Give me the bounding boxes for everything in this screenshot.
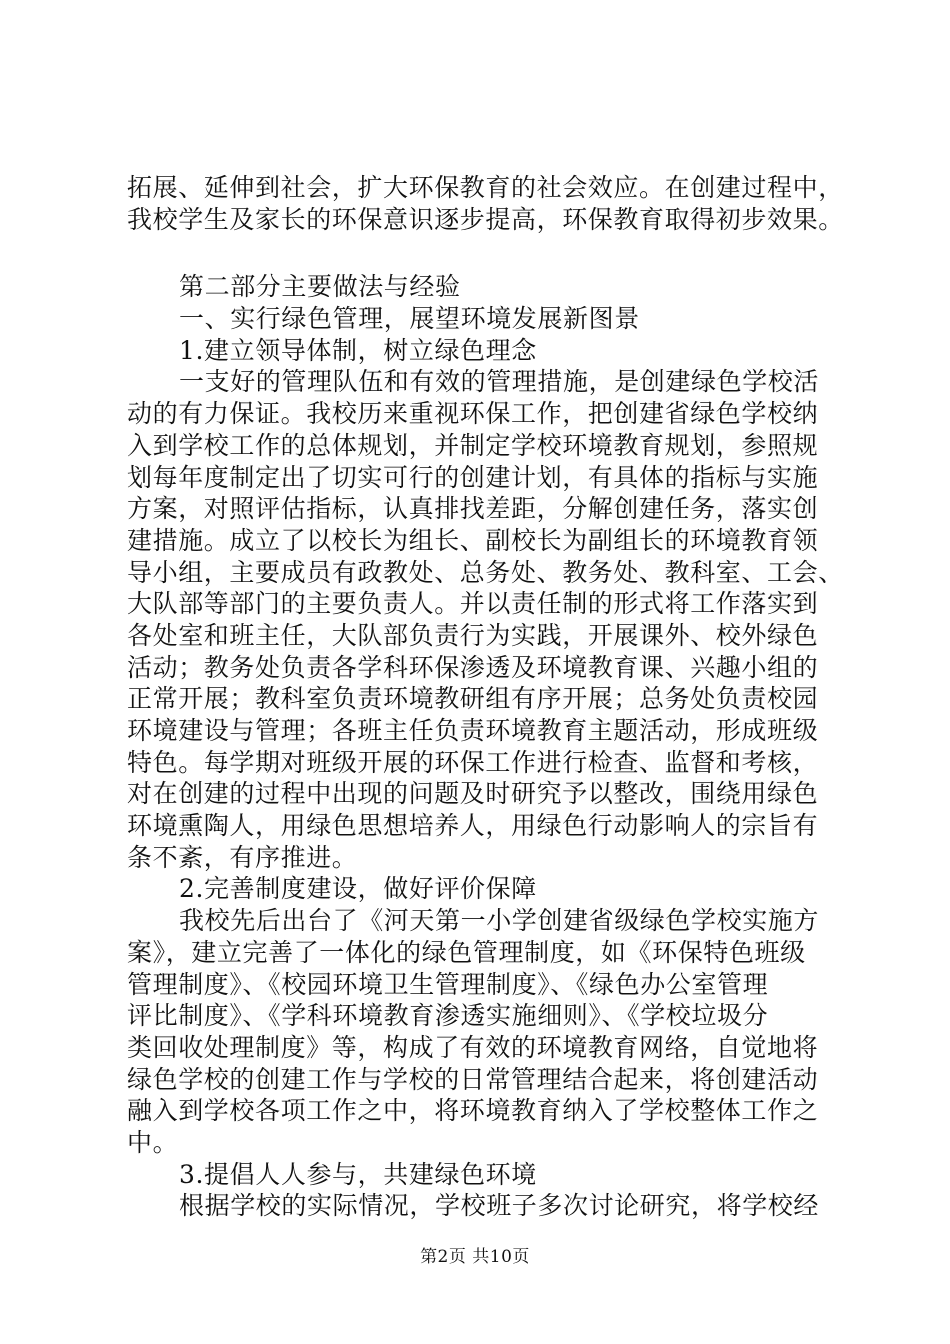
text-line: 绿色学校的创建工作与学校的日常管理结合起来，将创建活动 (127, 1064, 819, 1094)
text-line: 融入到学校各项工作之中，将环境教育纳入了学校整体工作之 (127, 1096, 819, 1126)
text-line: 特色。每学期对班级开展的环保工作进行检查、监督和考核， (127, 747, 819, 777)
text-line: 1.建立领导体制，树立绿色理念 (179, 335, 537, 365)
text-line: 入到学校工作的总体规划，并制定学校环境教育规划，参照规 (127, 430, 819, 460)
text-line: 各处室和班主任，大队部负责行为实践，开展课外、校外绿色 (127, 620, 819, 650)
text-line: 活动；教务处负责各学科环保渗透及环境教育课、兴趣小组的 (127, 652, 819, 682)
text-line: 第二部分主要做法与经验 (179, 272, 461, 302)
text-line: 案》，建立完善了一体化的绿色管理制度，如《环保特色班级 (127, 937, 806, 967)
text-line: 导小组，主要成员有政教处、总务处、教务处、教科室、工会、 (127, 557, 844, 587)
text-line: 根据学校的实际情况，学校班子多次讨论研究，将学校经 (179, 1191, 820, 1221)
text-line: 拓展、延伸到社会，扩大环保教育的社会效应。在创建过程中， (127, 173, 844, 202)
text-line: 正常开展；教科室负责环境教研组有序开展；总务处负责校园 (127, 684, 819, 714)
text-line: 一、实行绿色管理，展望环境发展新图景 (179, 304, 640, 334)
text-line: 对在创建的过程中出现的问题及时研究予以整改，围绕用绿色 (127, 779, 819, 809)
text-line: 动的有力保证。我校历来重视环保工作，把创建省绿色学校纳 (127, 399, 819, 429)
text-line: 类回收处理制度》等，构成了有效的环境教育网络，自觉地将 (127, 1032, 819, 1062)
text-line: 我校学生及家长的环保意识逐步提高，环保教育取得初步效果。 (127, 204, 844, 234)
text-line: 方案，对照评估指标，认真排找差距，分解创建任务，落实创 (127, 494, 819, 524)
text-line: 大队部等部门的主要负责人。并以责任制的形式将工作落实到 (127, 589, 819, 619)
text-line: 3.提倡人人参与，共建绿色环境 (179, 1159, 537, 1189)
text-line: 2.完善制度建设，做好评价保障 (179, 874, 537, 904)
text-line: 划每年度制定出了切实可行的创建计划，有具体的指标与实施 (127, 462, 819, 492)
text-line: 建措施。成立了以校长为组长、副校长为副组长的环境教育领 (127, 525, 819, 555)
document-body (127, 172, 849, 1222)
text-line: 管理制度》、《校园环境卫生管理制度》、《绿色办公室管理 (127, 969, 769, 999)
text-line: 一支好的管理队伍和有效的管理措施，是创建绿色学校活 (179, 367, 820, 397)
text-line: 环境建设与管理；各班主任负责环境教育主题活动，形成班级 (127, 716, 819, 745)
paragraph-gap (127, 235, 849, 271)
text-line: 条不紊，有序推进。 (127, 842, 358, 872)
text-line: 我校先后出台了《河天第一小学创建省级绿色学校实施方 (179, 906, 820, 936)
text-line: 中。 (127, 1127, 179, 1157)
page-footer: 第2页 共10页 (420, 1247, 530, 1267)
text-line: 环境熏陶人，用绿色思想培养人，用绿色行动影响人的宗旨有 (127, 811, 819, 841)
text-line: 评比制度》、《学科环境教育渗透实施细则》、《学校垃圾分 (127, 1001, 769, 1031)
